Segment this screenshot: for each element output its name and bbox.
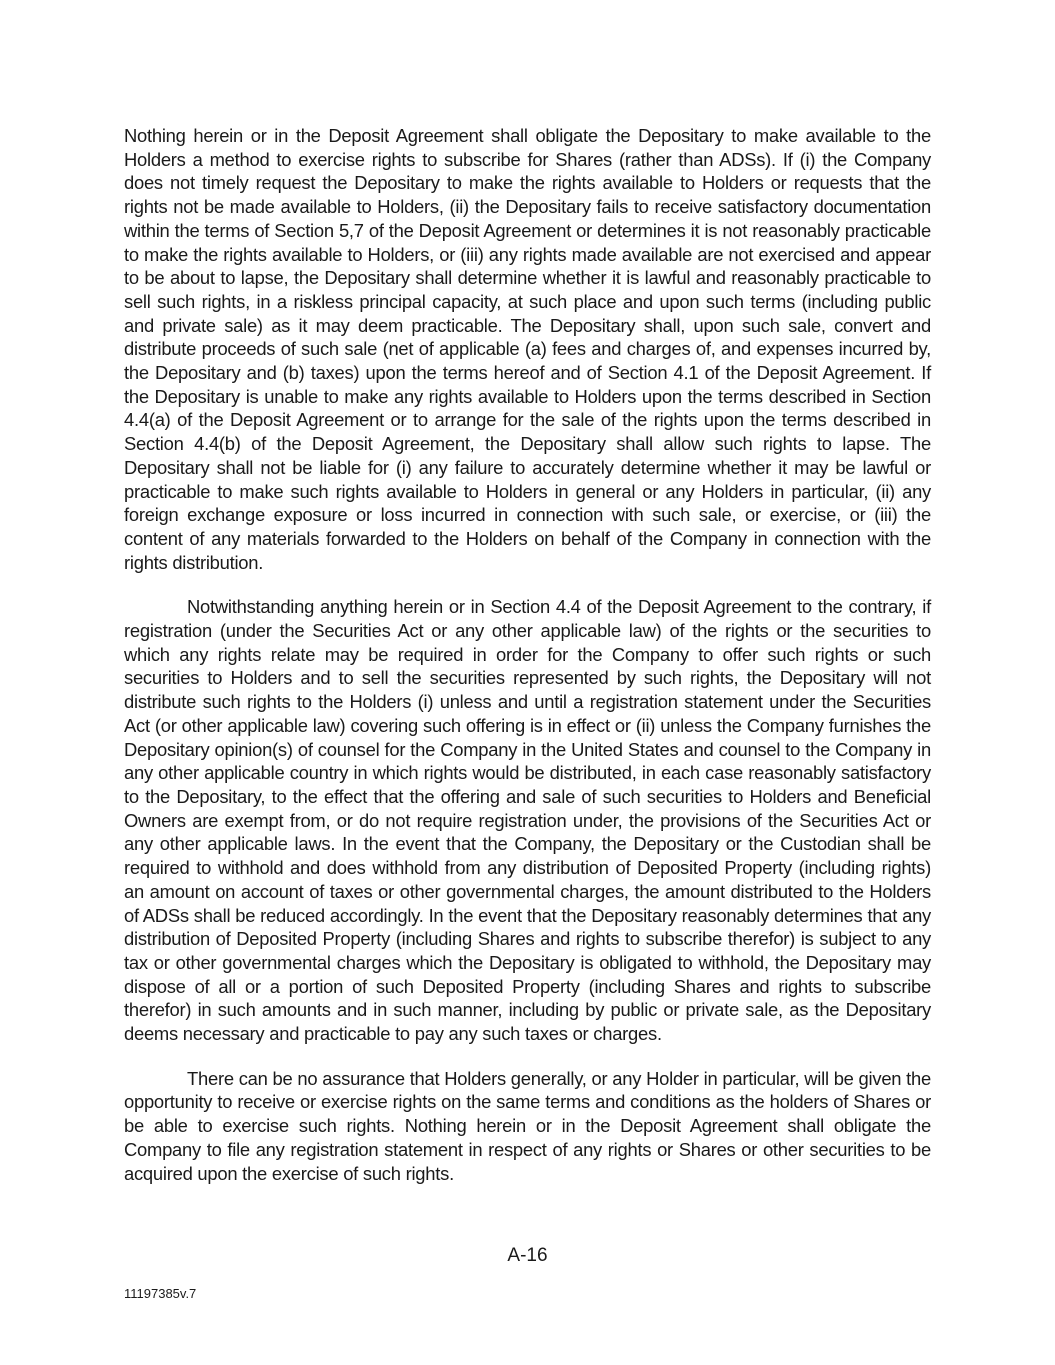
document-body: [124, 124, 931, 1206]
paragraph-no-assurance: There can be no assurance that Holders generally, or any Holder in particular, will be given the opportunity to receive or exercise rights on the same terms and conditions as the holders of Shares or be able to exercise such rights. Nothing herein or in the Deposit Agreement shall obligate the Company to file any registration statement in respect of any rights or Shares or other securities to be acquired upon the exercise of such rights.: [124, 1067, 931, 1184]
paragraph-rights-sale: Nothing herein or in the Deposit Agreement shall obligate the Depositary to make available to the Holders a method to exercise rights to subscribe for Shares (rather than ADSs). If (i) the Company does not timely request the Depositary to make the rights available to Holders or requests that the rights not be made available to Holders, (ii) the Depositary fails to receive satisfactory documentation within the terms of Section 5,7 of the Deposit Agreement or determines it is not reasonably practicable to make the rights available to Holders, or (iii) any rights made available are not exercised and appear to be about to lapse, the Depositary shall determine whether it is lawful and reasonably practicable to sell such rights, in a riskless principal capacity, at such place and upon such terms (including public and private sale) as it may deem practicable. The Depositary shall, upon such sale, convert and distribute proceeds of such sale (net of applicable (a) fees and charges of, and expenses incurred by, the Depositary and (b) taxes) upon the terms hereof and of Section 4.1 of the Deposit Agreement. If the Depositary is unable to make any rights available to Holders upon the terms described in Section 4.4(a) of the Deposit Agreement or to arrange for the sale of the rights upon the terms described in Section 4.4(b) of the Deposit Agreement, the Depositary shall allow such rights to lapse. The Depositary shall not be liable for (i) any failure to accurately determine whether it may be lawful or practicable to make such rights available to Holders in general or any Holders in particular, (ii) any foreign exchange exposure or loss incurred in connection with such sale, or exercise, or (iii) the content of any materials forwarded to the Holders on behalf of the Company in connection with the rights distribution.: [124, 125, 931, 573]
document-id: 11197385v.7: [124, 1286, 197, 1301]
paragraph-registration: Notwithstanding anything herein or in Section 4.4 of the Deposit Agreement to the contrary, if registration (under the Securities Act or any other applicable law) of the rights or the securities to which any rights relate may be required in order for the Company to offer such rights or such securities to Holders and to sell the securities represented by such rights, the Depositary will not distribute such rights to the Holders (i) unless and until a registration statement under the Securities Act (or other applicable law) covering such offering is in effect or (ii) unless the Company furnishes the Depositary opinion(s) of counsel for the Company in the United States and counsel to the Company in any other applicable country in which rights would be distributed, in each case reasonably satisfactory to the Depositary, to the effect that the offering and sale of such securities to Holders and Beneficial Owners are exempt from, or do not require registration under, the provisions of the Securities Act or any other applicable laws. In the event that the Company, the Depositary or the Custodian shall be required to withhold and does withhold from any distribution of Deposited Property (including rights) an amount on account of taxes or other governmental charges, the amount distributed to the Holders of ADSs shall be reduced accordingly. In the event that the Depositary reasonably determines that any distribution of Deposited Property (including Shares and rights to subscribe therefor) is subject to any tax or other governmental charges which the Depositary is obligated to withhold, the Depositary may dispose of all or a portion of such Deposited Property (including Shares and rights to subscribe therefor) in such amounts and in such manner, including by public or private sale, as the Depositary deems necessary and practicable to pay any such taxes or charges.: [124, 596, 931, 1045]
page-number: A-16: [507, 1245, 548, 1266]
